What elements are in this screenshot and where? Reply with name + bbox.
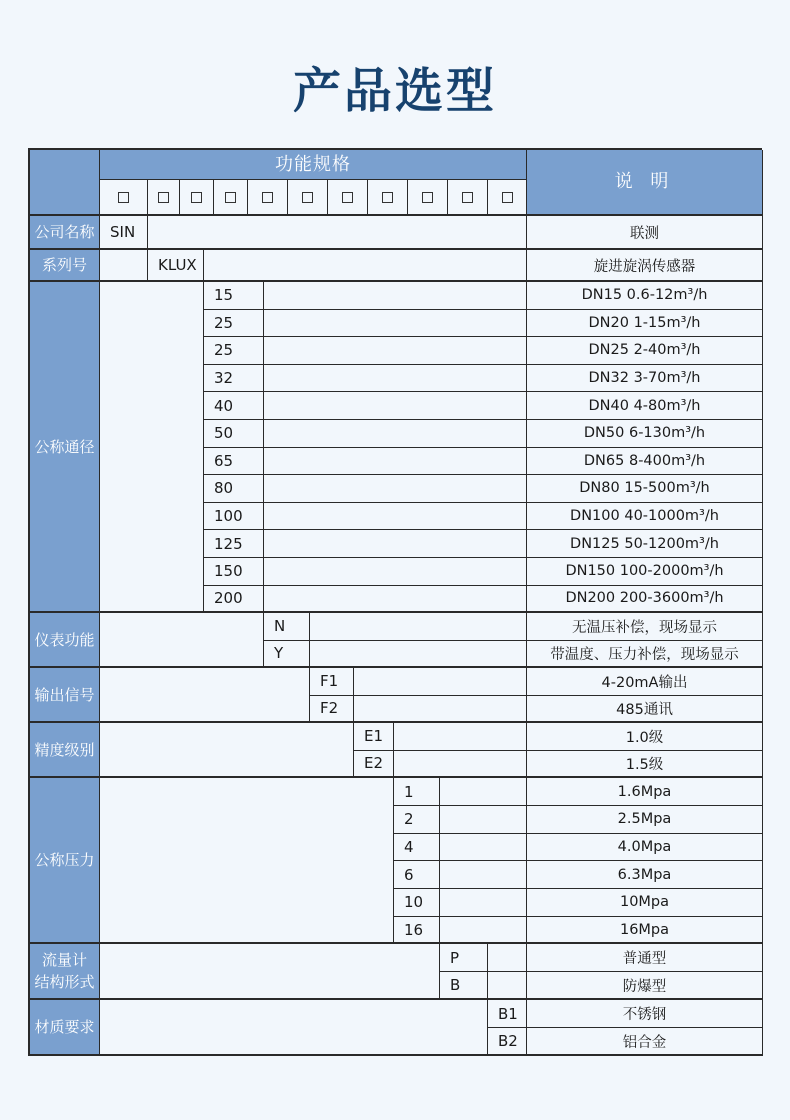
header-function-spec: 功能规格 [100,150,527,180]
option-description: 普通型 [527,944,763,972]
option-code-cell[interactable]: 16 [394,917,440,945]
blank-cell [394,723,527,751]
header-description: 说 明 [527,150,763,216]
checkbox-square[interactable] [422,192,433,203]
option-description: 16Mpa [527,917,763,945]
option-description: DN15 0.6-12m³/h [527,282,763,310]
option-code-cell[interactable]: P [440,944,488,972]
blank-cell [264,558,527,586]
blank-cell [488,944,527,972]
option-description: 1.6Mpa [527,778,763,806]
blank-cell [394,751,527,779]
row-label-line: 结构形式 [34,973,95,992]
blank-cell [488,972,527,1000]
option-code-cell[interactable]: 40 [204,392,264,420]
option-code-cell[interactable]: B2 [488,1028,527,1056]
checkbox-cell[interactable] [448,180,488,216]
option-description: DN65 8-400m³/h [527,448,763,476]
option-code-cell[interactable]: 50 [204,420,264,448]
option-code-cell[interactable]: 6 [394,861,440,889]
blank-cell [264,530,527,558]
page-title: 产品选型 [292,63,497,119]
option-code-cell[interactable]: 10 [394,889,440,917]
row-label-series: 系列号 [30,250,100,282]
blank-cell [440,834,527,862]
option-code-cell[interactable]: Y [264,641,310,669]
option-code-cell[interactable]: 1 [394,778,440,806]
option-description: DN40 4-80m³/h [527,392,763,420]
checkbox-cell[interactable] [288,180,328,216]
row-label-pressure: 公称压力 [30,778,100,944]
blank-cell [264,392,527,420]
blank-cell [100,778,394,944]
option-code-cell[interactable]: B1 [488,1000,527,1028]
row-label-function: 仪表功能 [30,613,100,668]
option-code-cell[interactable]: N [264,613,310,641]
blank-cell [264,282,527,310]
blank-cell [440,889,527,917]
selection-table [28,148,762,1056]
checkbox-cell[interactable] [408,180,448,216]
option-description: DN25 2-40m³/h [527,337,763,365]
blank-cell [264,475,527,503]
row-label-line: 流量计 [41,951,87,970]
checkbox-cell[interactable] [488,180,527,216]
option-description: DN50 6-130m³/h [527,420,763,448]
option-code-cell[interactable]: 100 [204,503,264,531]
option-code-cell[interactable]: 4 [394,834,440,862]
option-code-cell[interactable]: 2 [394,806,440,834]
option-code-cell[interactable]: 25 [204,337,264,365]
option-code-cell[interactable]: 80 [204,475,264,503]
option-description: 铝合金 [527,1028,763,1056]
blank-cell [100,668,310,723]
checkbox-cell[interactable] [368,180,408,216]
checkbox-square[interactable] [262,192,273,203]
option-code-cell[interactable]: 25 [204,310,264,338]
option-code-cell[interactable]: B [440,972,488,1000]
blank-cell [100,613,264,668]
option-description: 旋进旋涡传感器 [527,250,763,282]
blank-cell [310,613,527,641]
checkbox-square[interactable] [118,192,129,203]
blank-cell [100,944,440,1000]
option-description: 1.0级 [527,723,763,751]
option-description: DN150 100-2000m³/h [527,558,763,586]
option-code-cell[interactable]: 125 [204,530,264,558]
checkbox-square[interactable] [382,192,393,203]
option-description: DN100 40-1000m³/h [527,503,763,531]
blank-cell [264,365,527,393]
option-description: 联测 [527,216,763,250]
checkbox-cell[interactable] [214,180,248,216]
option-description: DN200 200-3600m³/h [527,586,763,614]
blank-cell [100,250,148,282]
checkbox-square[interactable] [462,192,473,203]
option-description: DN20 1-15m³/h [527,310,763,338]
option-code-cell[interactable]: 32 [204,365,264,393]
option-code-cell[interactable]: KLUX [148,250,204,282]
blank-cell [354,696,527,724]
row-label-diameter: 公称通径 [30,282,100,613]
blank-cell [440,806,527,834]
blank-cell [354,668,527,696]
row-label-output: 输出信号 [30,668,100,723]
checkbox-square[interactable] [502,192,513,203]
blank-cell [100,723,354,778]
checkbox-cell[interactable] [248,180,288,216]
blank-cell [440,861,527,889]
option-description: 485通讯 [527,696,763,724]
option-code-cell[interactable]: SIN [100,216,148,250]
checkbox-square[interactable] [191,192,202,203]
checkbox-cell[interactable] [180,180,214,216]
option-code-cell[interactable]: 150 [204,558,264,586]
option-code-cell[interactable]: 65 [204,448,264,476]
header-corner [30,150,100,216]
row-label-material: 材质要求 [30,1000,100,1056]
option-code-cell[interactable]: E2 [354,751,394,779]
blank-cell [310,641,527,669]
row-label-structure [30,944,100,1000]
blank-cell [148,216,527,250]
blank-cell [440,917,527,945]
blank-cell [264,310,527,338]
blank-cell [264,420,527,448]
row-label-accuracy: 精度级别 [30,723,100,778]
option-code-cell[interactable]: 200 [204,586,264,614]
checkbox-square[interactable] [342,192,353,203]
option-description: DN80 15-500m³/h [527,475,763,503]
option-description: 6.3Mpa [527,861,763,889]
checkbox-cell[interactable] [328,180,368,216]
option-description: 无温压补偿，现场显示 [527,613,763,641]
option-code-cell[interactable]: F2 [310,696,354,724]
option-description: 1.5级 [527,751,763,779]
row-label-company: 公司名称 [30,216,100,250]
option-code-cell[interactable]: 15 [204,282,264,310]
blank-cell [204,250,527,282]
checkbox-cell[interactable] [148,180,180,216]
blank-cell [100,282,204,613]
option-code-cell[interactable]: E1 [354,723,394,751]
option-description: DN32 3-70m³/h [527,365,763,393]
checkbox-square[interactable] [302,192,313,203]
option-description: 4-20mA输出 [527,668,763,696]
option-description: 10Mpa [527,889,763,917]
option-description: 不锈钢 [527,1000,763,1028]
option-description: DN125 50-1200m³/h [527,530,763,558]
blank-cell [100,1000,488,1056]
option-code-cell[interactable]: F1 [310,668,354,696]
checkbox-cell[interactable] [100,180,148,216]
option-description: 4.0Mpa [527,834,763,862]
blank-cell [440,778,527,806]
option-description: 带温度、压力补偿，现场显示 [527,641,763,669]
blank-cell [264,337,527,365]
blank-cell [264,503,527,531]
option-description: 2.5Mpa [527,806,763,834]
checkbox-square[interactable] [225,192,236,203]
blank-cell [264,448,527,476]
checkbox-square[interactable] [158,192,169,203]
blank-cell [264,586,527,614]
option-description: 防爆型 [527,972,763,1000]
